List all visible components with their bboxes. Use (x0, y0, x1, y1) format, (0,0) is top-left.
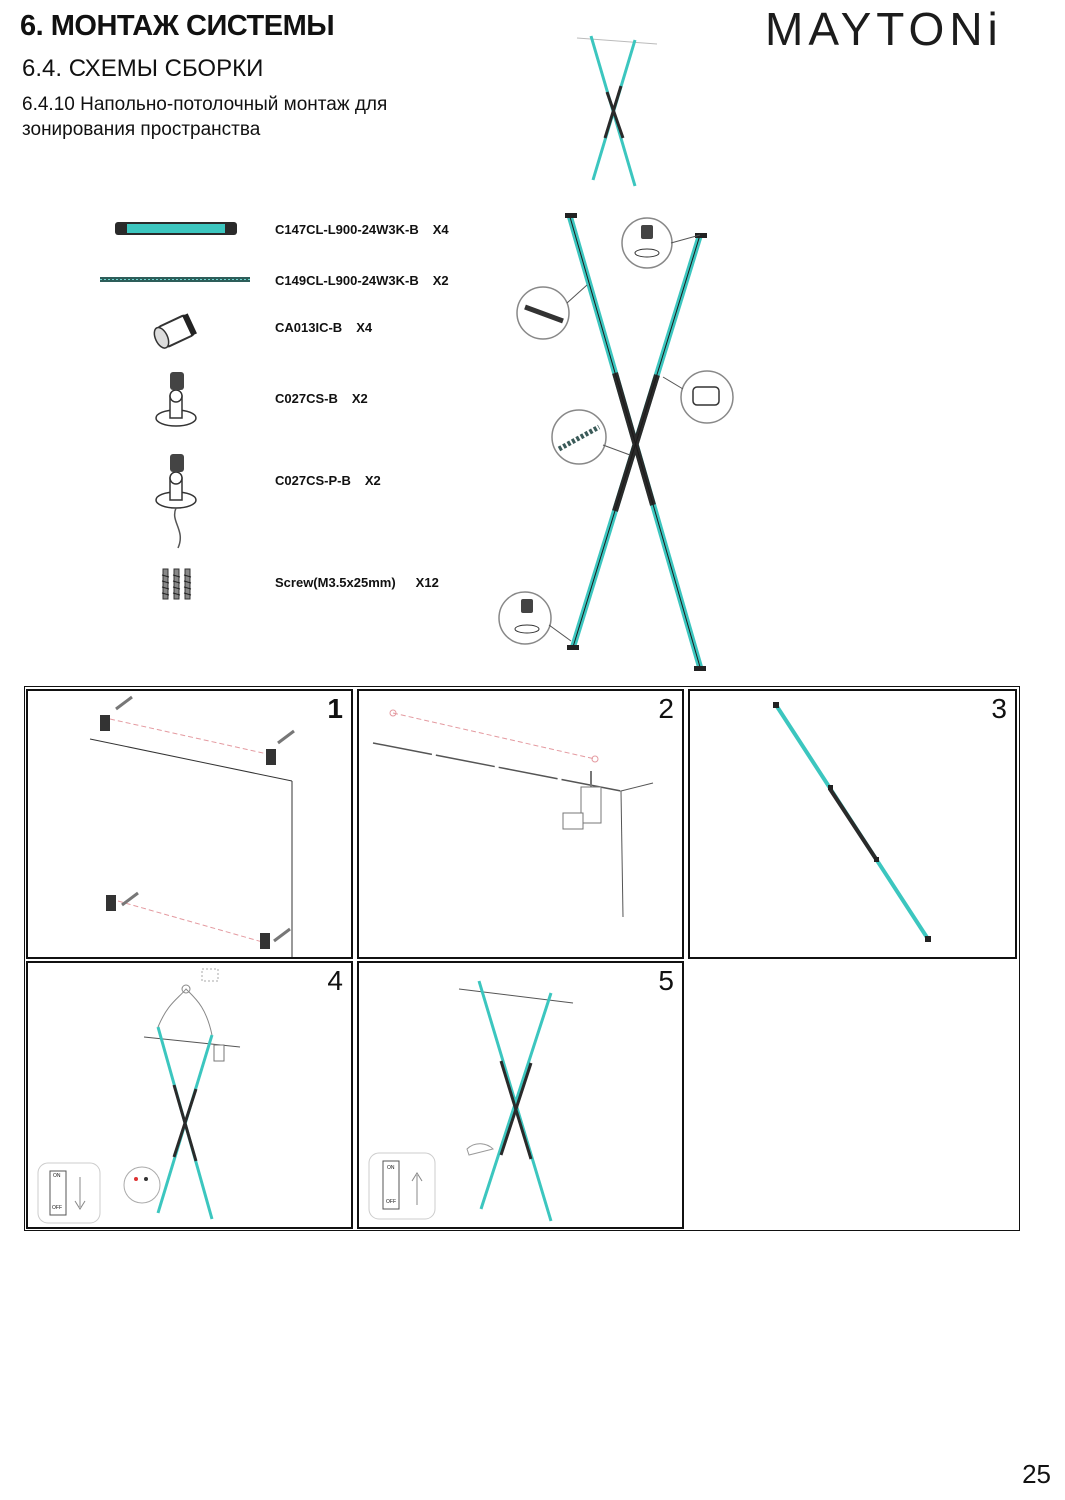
switch-on-label: ON (387, 1165, 395, 1171)
part-qty: X4 (356, 320, 373, 335)
light-bar-icon (115, 220, 240, 238)
part-row (275, 473, 381, 488)
screws-icon (158, 563, 198, 605)
part-code: C147CL-L900-24W3K-B (275, 222, 419, 237)
step-4-panel (26, 961, 353, 1229)
step-3-panel (688, 689, 1017, 959)
step-number: 2 (658, 693, 674, 724)
powered-mount-icon (152, 450, 200, 552)
part-row (275, 320, 372, 335)
part-row (275, 273, 449, 288)
part-code: Screw(M3.5x25mm) (275, 575, 396, 590)
step-5-panel (357, 961, 684, 1229)
assembly-diagram (495, 205, 740, 680)
part-qty: X4 (432, 222, 449, 237)
part-code: C027CS-B (275, 391, 338, 406)
switch-on-label: ON (53, 1173, 61, 1179)
part-row (275, 222, 449, 237)
part-qty: X12 (415, 575, 439, 590)
subsection-title: 6.4. СХЕМЫ СБОРКИ (22, 55, 264, 82)
step-5-illustration (359, 963, 682, 1227)
step-2-illustration (359, 691, 682, 957)
thin-light-bar-icon (100, 275, 252, 285)
part-qty: X2 (432, 273, 449, 288)
step-number: 3 (991, 693, 1007, 724)
step-number: 5 (658, 965, 674, 996)
step-4-illustration (28, 963, 351, 1227)
step-2-panel (357, 689, 684, 959)
part-row (275, 391, 368, 406)
mount-bracket-icon (152, 368, 200, 430)
switch-off-label: OFF (386, 1199, 396, 1205)
page-number: 25 (1022, 1459, 1051, 1489)
part-code: CA013IC-B (275, 320, 343, 335)
brand-logo: MAYTONi (765, 3, 1003, 55)
part-qty: X2 (364, 473, 381, 488)
page-title: 6.4.10 Напольно-потолочный монтаж для зонирования пространства (22, 94, 388, 140)
step-number: 1 (327, 693, 343, 724)
section-title: 6. МОНТАЖ СИСТЕМЫ (20, 10, 335, 42)
step-1-panel (26, 689, 353, 959)
switch-off-label: OFF (52, 1205, 62, 1211)
part-row (275, 575, 439, 590)
part-code: C149CL-L900-24W3K-B (275, 273, 419, 288)
step-1-illustration (28, 691, 351, 957)
part-qty: X2 (351, 391, 368, 406)
step-3-illustration (690, 691, 1015, 957)
connector-icon (148, 310, 204, 352)
part-code: C027CS-P-B (275, 473, 351, 488)
step-number: 4 (327, 965, 343, 996)
preview-x-diagram (575, 30, 665, 190)
